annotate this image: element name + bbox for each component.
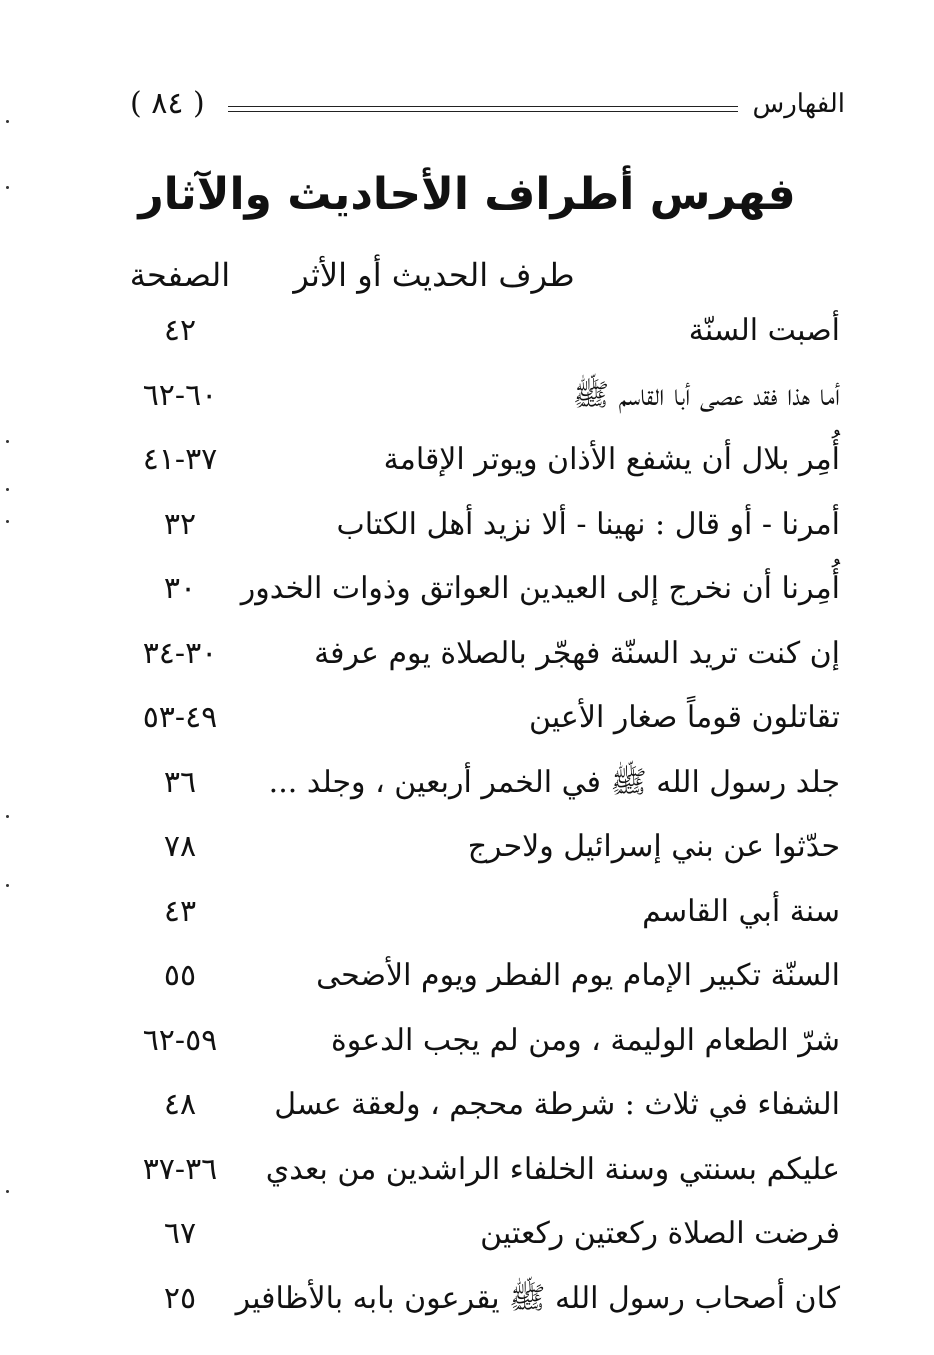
entry-text: أُمِر بلال أن يشفع الأذان ويوتر الإقامة <box>383 442 840 477</box>
scan-speck <box>6 815 9 818</box>
entry-text: فرضت الصلاة ركعتين ركعتين <box>480 1216 840 1251</box>
entry-page: ٤٩-٥٣ <box>142 700 218 735</box>
page-number: ( ٨٤ ) <box>130 86 205 121</box>
index-title: فهرس أطراف الأحاديث والآثار <box>138 169 796 220</box>
entry-page: ٣٠ <box>163 571 197 606</box>
column-heading-text: طرف الحديث أو الأثر <box>293 256 575 294</box>
index-entry <box>100 881 840 946</box>
index-entry <box>100 300 840 365</box>
entry-page: ٣٧-٤١ <box>142 442 218 477</box>
scan-speck <box>6 520 9 523</box>
index-entry <box>100 1010 840 1075</box>
entry-page: ٦٧ <box>163 1216 197 1251</box>
entry-page: ٦٠-٦٢ <box>142 377 218 413</box>
entry-page: ٣٠-٣٤ <box>142 635 218 671</box>
entry-page: ٣٦ <box>163 764 197 800</box>
entry-text: تقاتلون قوماً صغار الأعين <box>529 700 840 735</box>
entry-text: أما هذا فقد عصى أبا القاسم ﷺ <box>572 377 840 413</box>
entry-page: ٣٦-٣٧ <box>142 1151 218 1187</box>
entry-page: ٥٩-٦٢ <box>142 1022 218 1058</box>
index-entry <box>100 365 840 430</box>
index-entry <box>100 752 840 817</box>
entry-page: ٧٨ <box>163 829 197 864</box>
index-entry <box>100 429 840 494</box>
entry-text: شرّ الطعام الوليمة ، ومن لم يجب الدعوة <box>330 1022 840 1058</box>
section-name: الفهارس <box>752 89 845 119</box>
entry-text: أُمِرنا أن نخرج إلى العيدين العواتق وذوات الخدور <box>240 571 840 606</box>
entry-page: ٤٣ <box>163 893 197 929</box>
index-entry <box>100 1139 840 1204</box>
index-entry <box>100 687 840 752</box>
entry-page: ٤٢ <box>163 313 197 348</box>
entry-page: ٤٨ <box>163 1087 197 1122</box>
entry-text: الشفاء في ثلاث : شرطة محجم ، ولعقة عسل <box>274 1087 840 1122</box>
index-entries <box>100 300 840 1332</box>
index-entry <box>100 1268 840 1333</box>
index-entry <box>100 1203 840 1268</box>
scan-speck <box>6 1190 9 1193</box>
scan-speck <box>6 440 9 443</box>
entry-text: سنة أبي القاسم <box>642 893 840 929</box>
header-rule <box>228 106 738 112</box>
index-entry <box>100 623 840 688</box>
entry-text: عليكم بسنتي وسنة الخلفاء الراشدين من بعدي <box>265 1151 840 1187</box>
index-entry <box>100 558 840 623</box>
index-entry <box>100 494 840 559</box>
index-entry <box>100 1074 840 1139</box>
scan-speck <box>6 186 9 189</box>
scan-speck <box>6 120 9 123</box>
entry-text: أصبت السنّة <box>688 313 840 348</box>
entry-text: إن كنت تريد السنّة فهجّر بالصلاة يوم عرفة <box>314 635 840 671</box>
entry-text: حدّثوا عن بني إسرائيل ولاحرج <box>467 829 840 864</box>
column-heading-page: الصفحة <box>129 256 231 294</box>
index-entry <box>100 945 840 1010</box>
entry-page: ٥٥ <box>163 958 197 993</box>
entry-text: كان أصحاب رسول الله ﷺ يقرعون بابه بالأظافير <box>235 1280 840 1316</box>
running-header <box>130 82 845 126</box>
index-entry <box>100 816 840 881</box>
scan-speck <box>6 884 9 887</box>
entry-page: ٣٢ <box>163 506 197 542</box>
entry-page: ٢٥ <box>163 1280 197 1316</box>
entry-text: جلد رسول الله ﷺ في الخمر أربعين ، وجلد ... <box>268 764 840 800</box>
entry-text: أمرنا - أو قال : نهينا - ألا نزيد أهل الكتاب <box>336 506 840 542</box>
scan-speck <box>6 488 9 491</box>
entry-text: السنّة تكبير الإمام يوم الفطر ويوم الأضحى <box>316 958 840 993</box>
